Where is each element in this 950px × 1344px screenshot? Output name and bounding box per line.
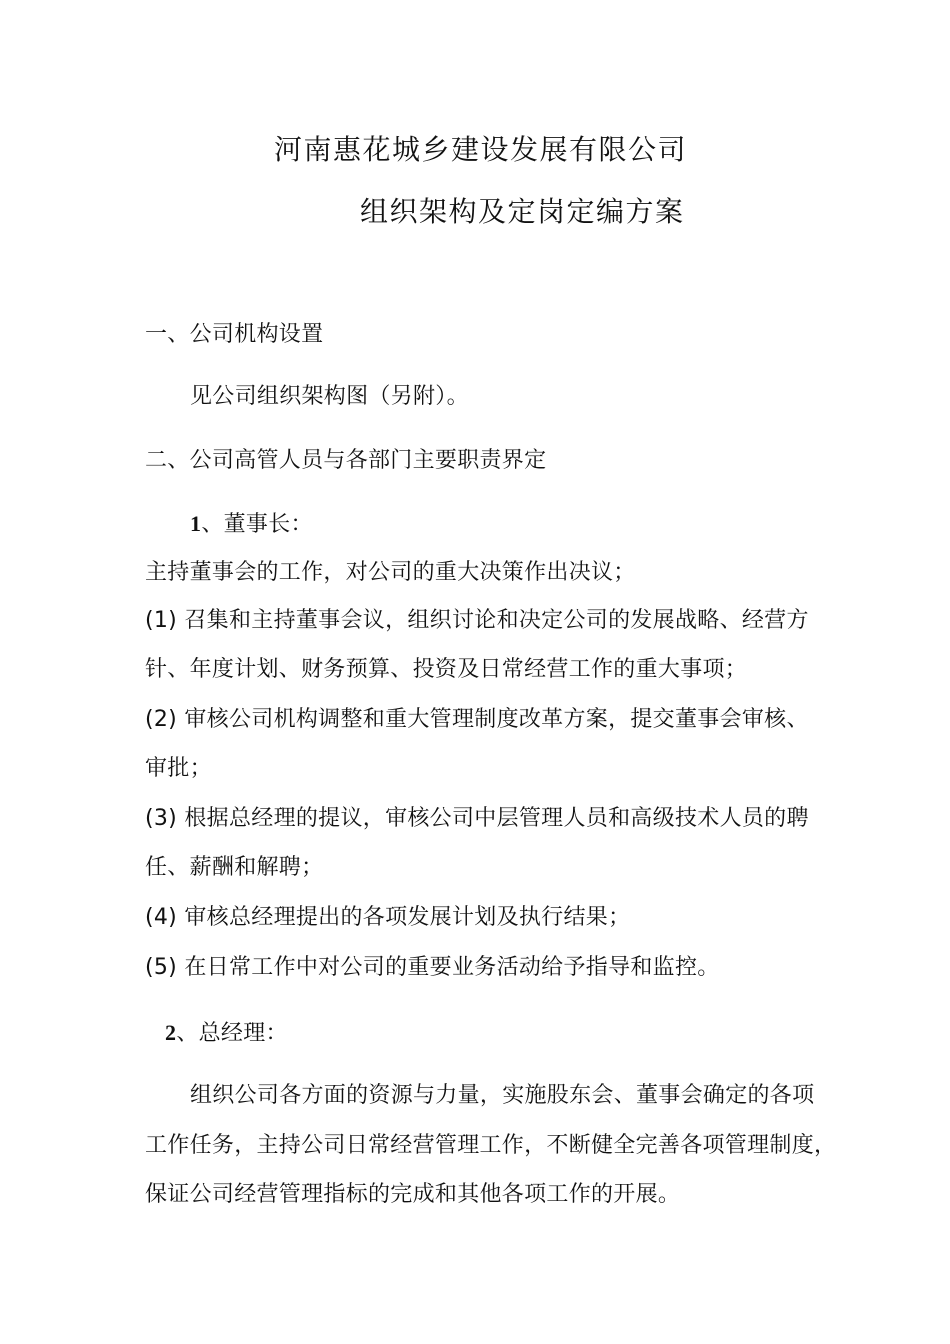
gm-paragraph-line2: 工作任务，主持公司日常经营管理工作，不断健全完善各项管理制度， xyxy=(145,1133,837,1158)
list-item-5 xyxy=(145,953,720,983)
gm-paragraph-line1: 组织公司各方面的资源与力量，实施股东会、董事会确定的各项 xyxy=(190,1083,815,1108)
list-item-text: 审核公司机构调整和重大管理制度改革方案，提交董事会审核、 xyxy=(184,707,809,732)
list-item-4 xyxy=(145,903,630,933)
document-title-line1: 河南惠花城乡建设发展有限公司 xyxy=(274,133,688,166)
list-item-2-line1 xyxy=(145,705,809,735)
subheading-label: 、董事长： xyxy=(201,512,313,537)
subheading-number: 1 xyxy=(190,511,202,536)
section-body-org-chart-note: 见公司组织架构图（另附）。 xyxy=(190,384,469,409)
section-heading-org-setup: 一、公司机构设置 xyxy=(145,322,324,347)
subheading-general-manager xyxy=(165,1018,288,1049)
list-item-1-line2: 针、年度计划、财务预算、投资及日常经营工作的重大事项； xyxy=(145,657,748,682)
list-item-number: (4) xyxy=(145,905,178,930)
section-heading-duties: 二、公司高管人员与各部门主要职责界定 xyxy=(145,448,547,473)
list-item-1-line1 xyxy=(145,606,809,636)
list-item-text: 在日常工作中对公司的重要业务活动给予指导和监控。 xyxy=(184,955,720,980)
subheading-number: 2 xyxy=(165,1020,177,1045)
list-item-3-line2: 任、薪酬和解聘； xyxy=(145,855,324,880)
list-item-text: 召集和主持董事会议，组织讨论和决定公司的发展战略、经营方 xyxy=(184,608,809,633)
list-item-3-line1 xyxy=(145,804,809,834)
subheading-chairman xyxy=(190,509,313,540)
list-item-text: 审核总经理提出的各项发展计划及执行结果； xyxy=(184,905,631,930)
list-item-2-line2: 审批； xyxy=(145,756,212,781)
list-item-text: 根据总经理的提议，审核公司中层管理人员和高级技术人员的聘 xyxy=(184,806,809,831)
list-item-number: (1) xyxy=(145,608,178,633)
document-title-line2: 组织架构及定岗定编方案 xyxy=(360,195,685,228)
gm-paragraph-line3: 保证公司经营管理指标的完成和其他各项工作的开展。 xyxy=(145,1182,681,1207)
subheading-label: 、总经理： xyxy=(176,1021,288,1046)
chairman-intro: 主持董事会的工作，对公司的重大决策作出决议； xyxy=(145,560,636,585)
list-item-number: (5) xyxy=(145,955,178,980)
list-item-number: (2) xyxy=(145,707,178,732)
list-item-number: (3) xyxy=(145,806,178,831)
